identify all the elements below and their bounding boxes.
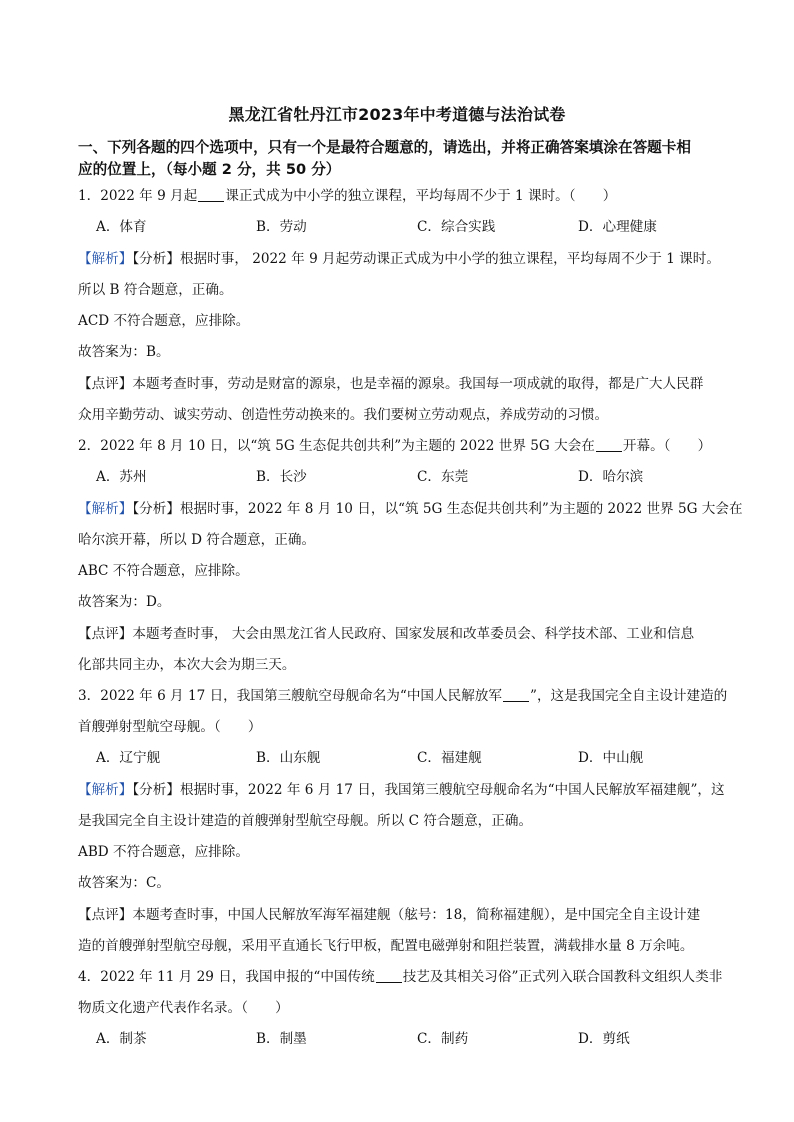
question-3-analysis-line: 是我国完全自主设计建造的首艘弹射型航空母舰。所以 C 符合题意，正确。 (78, 813, 533, 829)
question-3-comment-line: 【点评】本题考查时事，中国人民解放军海军福建舰（舷号：18，简称福建舰），是中国完全自主设计建 (78, 907, 701, 923)
question-4-option-c: C．制药 (417, 1031, 469, 1047)
question-3-comment-line: 造的首艘弹射型航空母舰，采用平直通长飞行甲板，配置电磁弹射和阻拦装置，满载排水量 8 万余吨。 (78, 938, 694, 954)
question-4-stem-continued: 物质文化遗产代表作名录。（ ） (78, 1000, 289, 1016)
question-1-answer: 故答案为：B。 (78, 344, 170, 360)
question-1-stem: 1．2022 年 9 月起 课正式成为中小学的独立课程，平均每周不少于 1 课时。（ ） (78, 188, 617, 204)
question-2-analysis-line: ABC 不符合题意，应排除。 (78, 563, 249, 579)
question-1-analysis-line: 【解析】【分析】根据时事， 2022 年 9 月起劳动课正式成为中小学的独立课程，平均每周不少于 1 课时。 (78, 251, 720, 267)
question-2-option-d: D．哈尔滨 (578, 469, 644, 485)
question-4-option-d: D．剪纸 (578, 1031, 630, 1047)
question-1-option-b: B．劳动 (256, 219, 307, 235)
answer-blank (503, 687, 529, 702)
question-2-option-b: B．长沙 (256, 469, 307, 485)
answer-blank (596, 437, 622, 452)
question-1-option-a: A．体育 (96, 219, 147, 235)
question-3-stem-continued: 首艘弹射型航空母舰。（ ） (78, 719, 262, 735)
question-3-analysis-line: 【解析】【分析】根据时事，2022 年 6 月 17 日，我国第三艘航空母舰命名为“中国人民解放军福建舰”，这 (78, 782, 725, 798)
section-instruction-line-2: 应的位置上，（每小题 2 分，共 50 分） (78, 161, 341, 178)
question-1-option-d: D．心理健康 (578, 219, 657, 235)
question-1-comment-line: 众用辛勤劳动、诚实劳动、创造性劳动换来的。我们要树立劳动观点，养成劳动的习惯。 (78, 407, 609, 423)
section-instruction-line-1: 一、下列各题的四个选项中，只有一个是最符合题意的，请选出，并将正确答案填涂在答题卡相 (78, 139, 691, 156)
answer-blank (198, 187, 224, 202)
question-4-stem: 4．2022 年 11 月 29 日，我国申报的“中国传统 技艺及其相关习俗”正式列入联合国教科文组织人类非 (78, 969, 723, 985)
question-2-analysis-line: 【解析】【分析】根据时事，2022 年 8 月 10 日，以“筑 5G 生态促共创共利”为主题的 2022 世界 5G 大会在 (78, 501, 743, 517)
question-3-option-c: C．福建舰 (417, 750, 482, 766)
question-1-option-c: C．综合实践 (417, 219, 496, 235)
question-2-option-a: A．苏州 (96, 469, 147, 485)
question-3-option-a: A．辽宁舰 (96, 750, 161, 766)
question-3-answer: 故答案为：C。 (78, 875, 170, 891)
question-3-stem: 3．2022 年 6 月 17 日，我国第三艘航空母舰命名为“中国人民解放军 ”，这是我国完全自主设计建造的 (78, 688, 728, 704)
jiexi-tag: 【解析】 (78, 782, 133, 798)
answer-blank (376, 968, 402, 983)
question-2-answer: 故答案为：D。 (78, 594, 171, 610)
question-4-option-b: B．制墨 (256, 1031, 307, 1047)
question-3-option-d: D．中山舰 (578, 750, 644, 766)
question-3-option-b: B．山东舰 (256, 750, 321, 766)
question-3-analysis-line: ABD 不符合题意，应排除。 (78, 844, 249, 860)
question-2-comment-line: 化部共同主办，本次大会为期三天。 (78, 657, 296, 673)
question-4-option-a: A．制茶 (96, 1031, 147, 1047)
question-1-comment-line: 【点评】本题考查时事，劳动是财富的源泉，也是幸福的源泉。我国每一项成就的取得，都是广大人民群 (78, 376, 704, 392)
jiexi-tag: 【解析】 (78, 501, 133, 517)
question-2-comment-line: 【点评】本题考查时事， 大会由黑龙江省人民政府、国家发展和改革委员会、科学技术部、工业和信息 (78, 626, 695, 642)
question-2-analysis-line: 哈尔滨开幕，所以 D 符合题意，正确。 (78, 532, 316, 548)
jiexi-tag: 【解析】 (78, 251, 133, 267)
page-title: 黑龙江省牡丹江市2023年中考道德与法治试卷 (228, 105, 566, 124)
question-1-analysis-line: 所以 B 符合题意，正确。 (78, 282, 233, 298)
question-2-stem: 2．2022 年 8 月 10 日，以“筑 5G 生态促共创共利”为主题的 2022 世界 5G 大会在 开幕。（ ） (78, 438, 712, 454)
question-2-option-c: C．东莞 (417, 469, 469, 485)
question-1-analysis-line: ACD 不符合题意，应排除。 (78, 313, 250, 329)
